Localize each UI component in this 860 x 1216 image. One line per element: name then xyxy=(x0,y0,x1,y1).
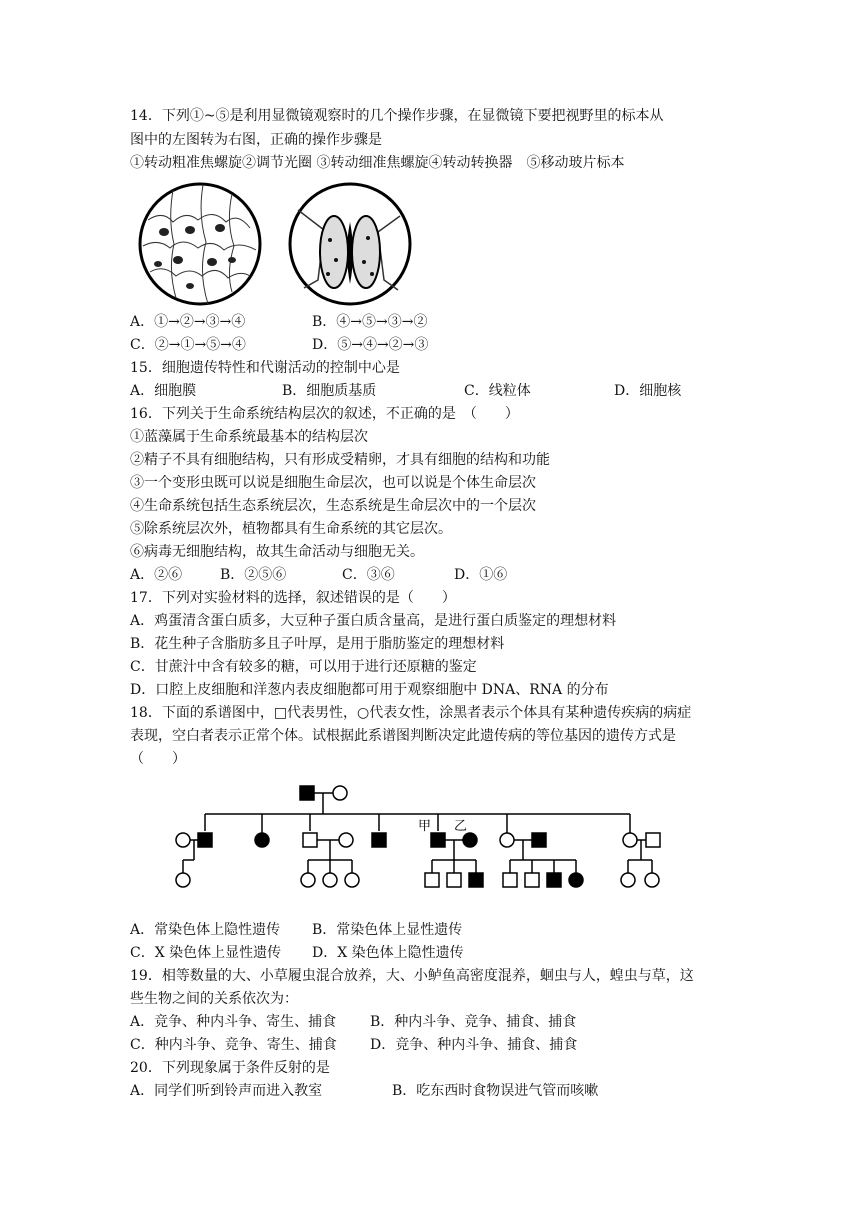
q14-stem-line2: 图中的左图转为右图，正确的操作步骤是 xyxy=(130,132,382,148)
q20-option-a[interactable]: A．同学们听到铃声而进入教室 xyxy=(130,1083,323,1099)
q20-stem: 20．下列现象属于条件反射的是 xyxy=(130,1060,330,1076)
q17-stem: 17．下列对实验材料的选择，叙述错误的是（ ） xyxy=(130,590,456,606)
pedigree-ii-male-5 xyxy=(646,833,660,847)
pedigree-iii-female-2 xyxy=(301,873,315,887)
pedigree-ii-male-4 xyxy=(532,833,546,847)
q15-option-d[interactable]: D．细胞核 xyxy=(614,383,682,399)
q14-option-c[interactable]: C．②→①→⑤→④ xyxy=(130,337,246,353)
pedigree-i-female xyxy=(333,786,347,800)
pedigree-label-jia: 甲 xyxy=(418,819,432,834)
q16-stem: 16．下列关于生命系统结构层次的叙述，不正确的是 （ ） xyxy=(130,406,519,422)
q18-stem-line3: （ ） xyxy=(130,751,186,767)
q16-option-b[interactable]: B．②⑤⑥ xyxy=(220,567,287,583)
q17-option-b[interactable]: B．花生种子含脂肪多且子叶厚，是用于脂肪鉴定的理想材料 xyxy=(130,636,505,652)
q16-item-1: ①蓝藻属于生命系统最基本的结构层次 xyxy=(130,429,368,445)
pedigree-iii-male-6 xyxy=(547,873,561,887)
q15-option-a[interactable]: A．细胞膜 xyxy=(130,383,197,399)
q14-option-b[interactable]: B．④→⑤→③→② xyxy=(312,314,428,330)
pedigree-ii-male-2 xyxy=(303,833,317,847)
q16-item-2: ②精子不具有细胞结构，只有形成受精卵，才具有细胞的结构和功能 xyxy=(130,452,550,468)
pedigree-chart xyxy=(150,778,670,896)
pedigree-ii-female-4 xyxy=(500,833,514,847)
pedigree-ii-female-1 xyxy=(176,833,190,847)
q15-option-b[interactable]: B．细胞质基质 xyxy=(282,383,377,399)
q20-option-b[interactable]: B．吃东西时食物误进气管而咳嗽 xyxy=(392,1083,599,1099)
q19-stem-line2: 些生物之间的关系依次为： xyxy=(130,991,298,1007)
q16-option-d[interactable]: D．①⑥ xyxy=(454,567,508,583)
pedigree-iii-female-5 xyxy=(569,873,583,887)
q18-option-c[interactable]: C．X 染色体上显性遗传 xyxy=(130,945,282,961)
q16-item-3: ③一个变形虫既可以说是细胞生命层次，也可以说是个体生命层次 xyxy=(130,475,536,491)
q14-steps: ①转动粗准焦螺旋②调节光圈 ③转动细准焦螺旋④转动转换器 ⑤移动玻片标本 xyxy=(130,155,625,171)
q17-option-a[interactable]: A．鸡蛋清含蛋白质多，大豆种子蛋白质含量高，是进行蛋白质鉴定的理想材料 xyxy=(130,613,617,629)
pedigree-label-yi: 乙 xyxy=(454,819,468,834)
q19-stem-line1: 19．相等数量的大、小草履虫混合放养，大、小鲈鱼高密度混养，蛔虫与人，蝗虫与草，这 xyxy=(130,968,694,984)
q18-stem-line1: 18．下面的系谱图中，□代表男性，○代表女性，涂黑者表示个体具有某种遗传疾病的病症 xyxy=(130,705,692,721)
pedigree-ii-male-jia xyxy=(431,833,445,847)
microscope-view-right xyxy=(290,184,410,304)
q14-stem-line1: 14．下列①~⑤是利用显微镜观察时的几个操作步骤，在显微镜下要把视野里的标本从 xyxy=(130,108,664,124)
q16-option-a[interactable]: A．②⑥ xyxy=(130,567,183,583)
q16-item-5: ⑤除系统层次外，植物都具有生命系统的其它层次。 xyxy=(130,521,452,537)
q18-option-d[interactable]: D．X 染色体上隐性遗传 xyxy=(312,945,464,961)
microscope-view-figure xyxy=(128,180,428,310)
pedigree-iii-female-6 xyxy=(621,873,635,887)
q14-option-d[interactable]: D．⑤→④→②→③ xyxy=(312,337,429,353)
pedigree-ii-male-1 xyxy=(198,833,212,847)
q17-option-c[interactable]: C．甘蔗汁中含有较多的糖，可以用于进行还原糖的鉴定 xyxy=(130,659,477,675)
q16-item-4: ④生命系统包括生态系统层次，生态系统是生命层次中的一个层次 xyxy=(130,498,536,514)
q17-option-d[interactable]: D．口腔上皮细胞和洋葱内表皮细胞都可用于观察细胞中 DNA、RNA 的分布 xyxy=(130,682,609,698)
q18-stem-line2: 表现，空白者表示正常个体。试根据此系谱图判断决定此遗传病的等位基因的遗传方式是 xyxy=(130,728,676,744)
pedigree-ii-female-5 xyxy=(623,833,637,847)
microscope-view-left xyxy=(140,184,260,304)
pedigree-iii-female-4 xyxy=(345,873,359,887)
pedigree-ii-female-yi xyxy=(463,833,477,847)
q16-option-c[interactable]: C．③⑥ xyxy=(342,567,395,583)
q15-stem: 15．细胞遗传特性和代谢活动的控制中心是 xyxy=(130,360,400,376)
q15-option-c[interactable]: C．线粒体 xyxy=(464,383,531,399)
q18-option-a[interactable]: A．常染色体上隐性遗传 xyxy=(130,922,281,938)
pedigree-iii-male-1 xyxy=(425,873,439,887)
pedigree-ii-female-3 xyxy=(339,833,353,847)
pedigree-ii-female-2 xyxy=(255,833,269,847)
q18-option-b[interactable]: B．常染色体上显性遗传 xyxy=(312,922,463,938)
pedigree-iii-male-2 xyxy=(447,873,461,887)
pedigree-iii-male-3 xyxy=(469,873,483,887)
pedigree-iii-male-4 xyxy=(503,873,517,887)
pedigree-ii-male-3 xyxy=(372,833,386,847)
q19-option-c[interactable]: C．种内斗争、竞争、寄生、捕食 xyxy=(130,1037,337,1053)
q19-option-d[interactable]: D．竞争、种内斗争、捕食、捕食 xyxy=(370,1037,578,1053)
q19-option-a[interactable]: A．竞争、种内斗争、寄生、捕食 xyxy=(130,1014,337,1030)
q14-option-a[interactable]: A．①→②→③→④ xyxy=(130,314,246,330)
pedigree-iii-female-7 xyxy=(645,873,659,887)
pedigree-i-male-affected xyxy=(300,786,314,800)
pedigree-iii-female-1 xyxy=(176,873,190,887)
q16-item-6: ⑥病毒无细胞结构，故其生命活动与细胞无关。 xyxy=(130,544,424,560)
q19-option-b[interactable]: B．种内斗争、竞争、捕食、捕食 xyxy=(370,1014,577,1030)
pedigree-iii-male-5 xyxy=(525,873,539,887)
pedigree-iii-female-3 xyxy=(323,873,337,887)
